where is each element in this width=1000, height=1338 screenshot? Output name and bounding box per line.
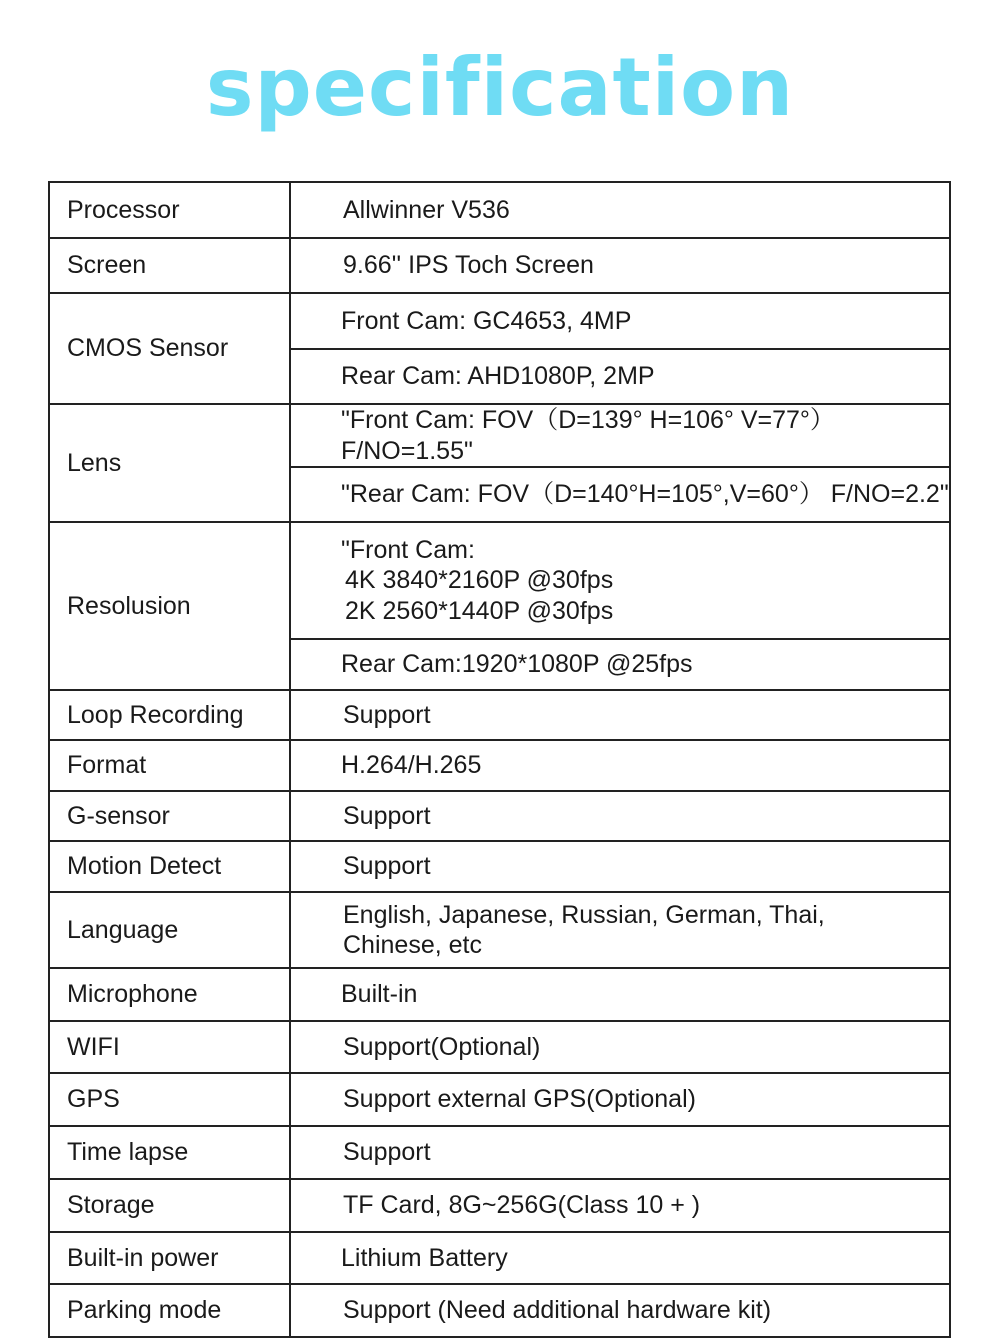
- resolution-front-line: 2K 2560*1440P @30fps: [345, 596, 614, 625]
- table-row: [49, 1284, 950, 1337]
- language-line: Chinese, etc: [343, 931, 482, 959]
- spec-value-resolution-front: [290, 522, 950, 639]
- table-row: [49, 1232, 950, 1284]
- spec-label-built-in-power: Built-in power: [49, 1232, 290, 1284]
- spec-value-cmos-front: Front Cam: GC4653, 4MP: [290, 293, 950, 349]
- spec-label-time-lapse: Time lapse: [49, 1126, 290, 1179]
- spec-value-storage: TF Card, 8G~256G(Class 10 + ): [290, 1179, 950, 1232]
- page-title: specification: [205, 41, 795, 134]
- spec-value-wifi: Support(Optional): [290, 1021, 950, 1073]
- table-row: [49, 293, 950, 349]
- spec-label-loop-recording: Loop Recording: [49, 690, 290, 740]
- table-row: [49, 841, 950, 892]
- spec-value-loop-recording: Support: [290, 690, 950, 740]
- spec-value-time-lapse: Support: [290, 1126, 950, 1179]
- table-row: [49, 1073, 950, 1126]
- spec-label-screen: Screen: [49, 238, 290, 293]
- spec-value-lens-front: "Front Cam: FOV（D=139° H=106° V=77°） F/NO=1.55": [290, 404, 950, 467]
- spec-label-resolution: Resolusion: [49, 522, 290, 690]
- spec-label-storage: Storage: [49, 1179, 290, 1232]
- table-row: [49, 968, 950, 1021]
- spec-label-language: Language: [49, 892, 290, 968]
- table-row: [49, 892, 950, 968]
- specification-table: [48, 181, 951, 1338]
- spec-label-processor: Processor: [49, 182, 290, 238]
- table-row: [49, 522, 950, 639]
- spec-label-microphone: Microphone: [49, 968, 290, 1021]
- language-line: English, Japanese, Russian, German, Thai,: [343, 900, 825, 929]
- spec-value-resolution-rear: Rear Cam:1920*1080P @25fps: [290, 639, 950, 690]
- spec-value-parking-mode: Support (Need additional hardware kit): [290, 1284, 950, 1337]
- spec-value-g-sensor: Support: [290, 791, 950, 841]
- resolution-front-line: "Front Cam:: [341, 535, 475, 564]
- spec-label-cmos: CMOS Sensor: [49, 293, 290, 404]
- spec-value-language: [290, 892, 950, 968]
- table-row: [49, 1126, 950, 1179]
- spec-value-built-in-power: Lithium Battery: [290, 1232, 950, 1284]
- table-row: [49, 740, 950, 791]
- spec-label-format: Format: [49, 740, 290, 791]
- spec-value-format: H.264/H.265: [290, 740, 950, 791]
- table-row: [49, 1021, 950, 1073]
- spec-value-cmos-rear: Rear Cam: AHD1080P, 2MP: [290, 349, 950, 404]
- table-row: [49, 690, 950, 740]
- table-row: [49, 404, 950, 467]
- table-row: [49, 238, 950, 293]
- spec-value-gps: Support external GPS(Optional): [290, 1073, 950, 1126]
- spec-value-motion-detect: Support: [290, 841, 950, 892]
- spec-label-gps: GPS: [49, 1073, 290, 1126]
- table-row: [49, 1179, 950, 1232]
- table-row: [49, 182, 950, 238]
- spec-label-parking-mode: Parking mode: [49, 1284, 290, 1337]
- spec-label-wifi: WIFI: [49, 1021, 290, 1073]
- spec-value-processor: Allwinner V536: [290, 182, 950, 238]
- spec-label-g-sensor: G-sensor: [49, 791, 290, 841]
- spec-value-microphone: Built-in: [290, 968, 950, 1021]
- spec-value-lens-rear: "Rear Cam: FOV（D=140°H=105°,V=60°） F/NO=2.2": [290, 467, 950, 522]
- resolution-front-line: 4K 3840*2160P @30fps: [345, 566, 614, 595]
- table-row: [49, 791, 950, 841]
- spec-label-motion-detect: Motion Detect: [49, 841, 290, 892]
- spec-value-screen: 9.66'' IPS Toch Screen: [290, 238, 950, 293]
- spec-label-lens: Lens: [49, 404, 290, 522]
